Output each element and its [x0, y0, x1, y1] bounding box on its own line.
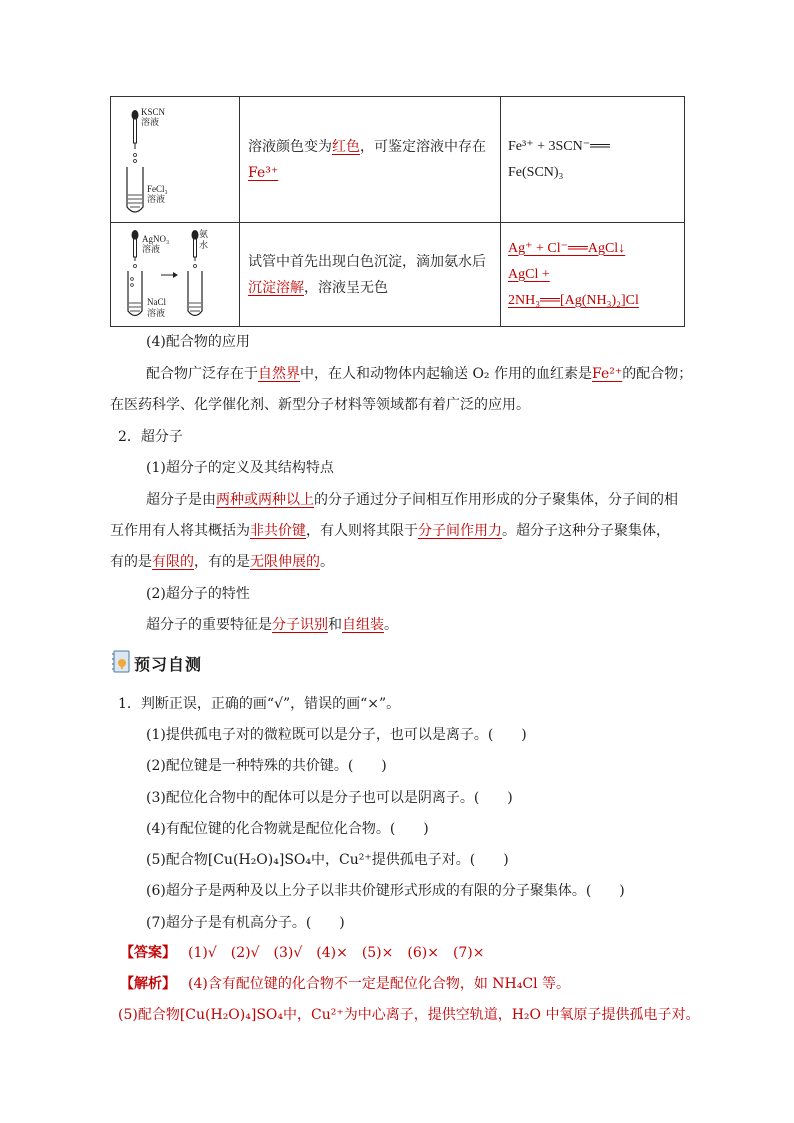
section-4-title: (4)配合物的应用: [146, 334, 250, 350]
paragraph: 超分子是由两种或两种以上的分子通过分子间相互作用形成的分子聚集体，分子间的相: [146, 492, 678, 508]
sample-sub-label: 溶液: [147, 194, 166, 204]
question-item: (3)配位化合物中的配体可以是分子也可以是阴离子。( ): [146, 790, 513, 806]
section-2-title: 2．超分子: [118, 429, 183, 445]
answer-blank: 自组装: [342, 617, 384, 633]
sample-label: NaCl: [147, 297, 166, 307]
ksc-test-diagram: [111, 97, 240, 223]
answer-blank: Fe³⁺: [248, 164, 279, 181]
subsection-title: (1)超分子的定义及其结构特点: [146, 460, 334, 476]
reagent-sub-label: 溶液: [142, 244, 161, 254]
phenomenon-text: ，可鉴定溶液中存在: [360, 138, 486, 155]
question-item: (2)配位键是一种特殊的共价键。( ): [146, 758, 387, 774]
equation-cell: [501, 223, 685, 327]
reagent-label: KSCN: [141, 107, 166, 117]
paragraph: 配合物广泛存在于自然界中，在人和动物体内起输送 O₂ 作用的血红素是Fe²⁺的配合物；: [146, 366, 693, 382]
paragraph: 超分子的重要特征是分子识别和自组装。: [146, 617, 398, 633]
answer-blank: 沉淀溶解: [248, 279, 304, 296]
phenomenon-text: 试管中首先出现白色沉淀，滴加氨水后: [248, 253, 486, 270]
paragraph: 有的是有限的，有的是无限伸展的。: [110, 554, 334, 570]
reagent2-label: 氨: [199, 229, 209, 239]
question-intro: 1．判断正误，正确的画“√”，错误的画“×”。: [118, 696, 401, 712]
reagent-label: AgNO₃: [142, 234, 170, 244]
equation-line: AgCl + 2NH₃══[Ag(NH₃)₂]Cl: [508, 266, 639, 308]
paragraph: 互作用有人将其概括为非共价键，有人则将其限于分子间作用力。超分子这种分子聚集体，: [110, 523, 670, 539]
answer-blank: 非共价键: [250, 523, 306, 539]
notebook-icon: [111, 650, 131, 674]
answer-blank: 红色: [332, 138, 360, 155]
equation-line: Fe³⁺ + 3SCN⁻══: [508, 138, 610, 154]
answer-blank: 分子识别: [272, 617, 328, 633]
section-heading: 预习自测: [134, 655, 203, 674]
question-item: (5)配合物[Cu(H₂O)₄]SO₄中，Cu²⁺提供孤电子对。( ): [146, 852, 509, 868]
dropper-test-tube-diagram: [111, 97, 239, 222]
equation-cell: [501, 97, 685, 223]
answer-text: (1)√ (2)√ (3)√ (4)× (5)× (6)× (7)×: [188, 945, 485, 961]
question-item: (1)提供孤电子对的微粒既可以是分子，也可以是离子。( ): [146, 727, 527, 743]
table-row: [111, 223, 685, 327]
answer-blank: 无限伸展的: [250, 554, 320, 570]
sample-sub-label: 溶液: [147, 308, 166, 318]
answer-blank: 分子间作用力: [418, 523, 502, 539]
answer-blank: 两种或两种以上: [216, 492, 314, 508]
table-row: [111, 97, 685, 223]
subsection-title: (2)超分子的特性: [146, 586, 250, 602]
analysis-text: (5)配合物[Cu(H₂O)₄]SO₄中，Cu²⁺为中心离子，提供空轨道，H₂O 中氧原子提供孤电子对。: [118, 1007, 700, 1023]
answer-label: 【答案】: [120, 945, 176, 961]
sample-label: FeCl₃: [147, 184, 168, 194]
phenomenon-cell: [240, 223, 501, 327]
question-item: (7)超分子是有机高分子。( ): [146, 915, 345, 931]
answer-blank: 有限的: [152, 554, 194, 570]
phenomenon-text: ，溶液呈无色: [304, 279, 388, 296]
question-item: (4)有配位键的化合物就是配位化合物。( ): [146, 821, 429, 837]
answer-blank: 自然界: [258, 366, 300, 382]
answer-blank: Fe²⁺: [592, 366, 623, 382]
paragraph: 在医药科学、化学催化剂、新型分子材料等领域都有着广泛的应用。: [110, 397, 530, 413]
question-item: (6)超分子是两种及以上分子以非共价键形式形成的有限的分子聚集体。( ): [146, 883, 625, 899]
phenomenon-text: 溶液颜色变为: [248, 138, 332, 155]
reagent-sub-label: 溶液: [141, 117, 160, 127]
equation-line: Ag⁺ + Cl⁻══AgCl↓: [508, 240, 626, 256]
analysis-label: 【解析】: [120, 976, 176, 992]
agcl-test-diagram: [111, 223, 240, 327]
experiment-table: [110, 96, 685, 327]
analysis-text: (4)含有配位键的化合物不一定是配位化合物，如 NH₄Cl 等。: [188, 976, 570, 992]
equation-line: Fe(SCN)₃: [508, 164, 564, 180]
phenomenon-cell: [240, 97, 501, 223]
reagent2-sub-label: 水: [199, 240, 209, 250]
dropper-test-tube-diagram: [111, 223, 239, 326]
